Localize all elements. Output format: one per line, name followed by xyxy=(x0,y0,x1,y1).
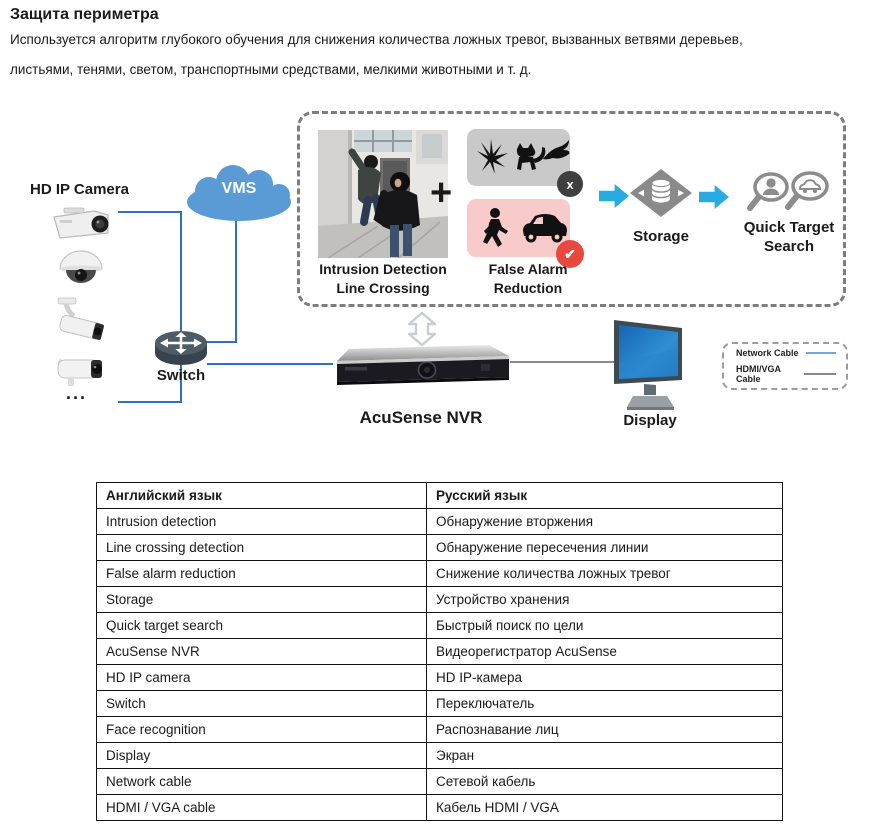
hdmi-vga-cable-sample-line xyxy=(804,373,836,375)
table-cell: Intrusion detection xyxy=(97,509,427,535)
network-cable-label: Network Cable xyxy=(736,348,799,358)
storage-icon xyxy=(629,168,693,218)
switch-label: Switch xyxy=(156,367,206,384)
network-cable-line xyxy=(118,211,181,213)
translation-table xyxy=(96,482,783,821)
monitor-icon xyxy=(610,318,690,414)
storage-label: Storage xyxy=(633,228,689,245)
table-header-russian: Русский язык xyxy=(427,483,783,509)
hd-ip-camera-label: HD IP Camera xyxy=(30,181,129,198)
false-alarm-label-line1: False Alarm xyxy=(488,261,568,277)
detected-objects-panel xyxy=(467,199,570,257)
person-search-icon xyxy=(750,174,787,208)
page-title: Защита периметра xyxy=(10,6,159,23)
legend-row-network xyxy=(736,348,836,358)
legend-row-hdmi xyxy=(736,364,836,384)
ignored-objects-panel xyxy=(467,129,570,186)
rejected-badge xyxy=(557,171,583,197)
table-row xyxy=(97,639,783,665)
nvr-label: AcuSense NVR xyxy=(359,408,483,427)
pedestrian-icon xyxy=(483,208,508,247)
table-cell: Устройство хранения xyxy=(427,587,783,613)
table-row xyxy=(97,613,783,639)
network-cable-line xyxy=(207,363,333,365)
table-row xyxy=(97,795,783,821)
table-header-row xyxy=(97,483,783,509)
table-row xyxy=(97,717,783,743)
nvr-icon xyxy=(331,344,511,390)
table-cell: Переключатель xyxy=(427,691,783,717)
table-cell: Снижение количества ложных тревог xyxy=(427,561,783,587)
vehicle-search-icon xyxy=(788,173,827,207)
intrusion-detection-label xyxy=(300,260,466,298)
updown-arrow-icon xyxy=(405,311,439,347)
table-cell: Распознавание лиц xyxy=(427,717,783,743)
box-camera-icon xyxy=(50,205,118,243)
network-cable-line xyxy=(118,401,181,403)
bullet-camera-icon xyxy=(50,296,114,346)
table-cell: Display xyxy=(97,743,427,769)
table-row xyxy=(97,665,783,691)
quick-target-search-icons xyxy=(744,170,836,216)
table-row xyxy=(97,743,783,769)
translation-table-body xyxy=(97,509,783,821)
network-cable-line xyxy=(235,220,237,343)
more-cameras-ellipsis: ... xyxy=(66,383,88,403)
intro-text-line1: Используется алгоритм глубокого обучения для снижения количества ложных тревог, вызванных ветвями деревьев, xyxy=(10,32,743,47)
cable-legend xyxy=(722,342,848,390)
table-cell: HDMI / VGA cable xyxy=(97,795,427,821)
display-label: Display xyxy=(623,412,677,429)
x-icon: x xyxy=(566,176,574,192)
table-cell: Switch xyxy=(97,691,427,717)
table-cell: HD IP camera xyxy=(97,665,427,691)
qts-label-line1: Quick Target xyxy=(743,219,835,236)
table-cell: Quick target search xyxy=(97,613,427,639)
table-cell: Storage xyxy=(97,587,427,613)
quick-target-search-label xyxy=(728,218,850,256)
bird-icon xyxy=(543,140,569,159)
dome-camera-icon xyxy=(56,247,106,291)
qts-label-line2: Search xyxy=(763,238,815,255)
table-cell: False alarm reduction xyxy=(97,561,427,587)
network-cable-line xyxy=(206,341,237,343)
network-cable-sample-line xyxy=(806,352,836,354)
hdmi-vga-cable-label: HDMI/VGA Cable xyxy=(736,364,781,384)
vms-label: VMS xyxy=(221,180,257,197)
table-cell: AcuSense NVR xyxy=(97,639,427,665)
table-cell: Экран xyxy=(427,743,783,769)
table-cell: Сетевой кабель xyxy=(427,769,783,795)
table-header-english: Английский язык xyxy=(97,483,427,509)
table-row xyxy=(97,561,783,587)
intrusion-label-line1: Intrusion Detection xyxy=(319,261,447,277)
network-cable-line xyxy=(180,211,182,333)
table-cell: Обнаружение вторжения xyxy=(427,509,783,535)
switch-icon xyxy=(154,327,208,367)
false-alarm-label-line2: Reduction xyxy=(493,280,563,296)
table-cell: Face recognition xyxy=(97,717,427,743)
false-alarm-label xyxy=(456,260,600,298)
table-cell: HD IP-камера xyxy=(427,665,783,691)
table-row xyxy=(97,535,783,561)
table-row xyxy=(97,587,783,613)
table-cell: Network cable xyxy=(97,769,427,795)
intrusion-label-line2: Line Crossing xyxy=(336,280,430,296)
table-row xyxy=(97,769,783,795)
table-cell: Line crossing detection xyxy=(97,535,427,561)
table-cell: Обнаружение пересечения линии xyxy=(427,535,783,561)
hdmi-vga-cable-line xyxy=(510,361,614,363)
leaf-icon xyxy=(477,139,508,174)
table-cell: Кабель HDMI / VGA xyxy=(427,795,783,821)
car-icon xyxy=(523,214,567,243)
table-row xyxy=(97,691,783,717)
table-cell: Быстрый поиск по цели xyxy=(427,613,783,639)
plus-sign: + xyxy=(430,172,453,214)
intrusion-photo xyxy=(318,130,448,258)
table-cell: Видеорегистратор AcuSense xyxy=(427,639,783,665)
cat-icon xyxy=(517,143,545,170)
table-row xyxy=(97,509,783,535)
check-icon: ✔ xyxy=(564,245,576,262)
intro-text-line2: листьями, тенями, светом, транспортными средствами, мелкими животными и т. д. xyxy=(10,62,532,77)
